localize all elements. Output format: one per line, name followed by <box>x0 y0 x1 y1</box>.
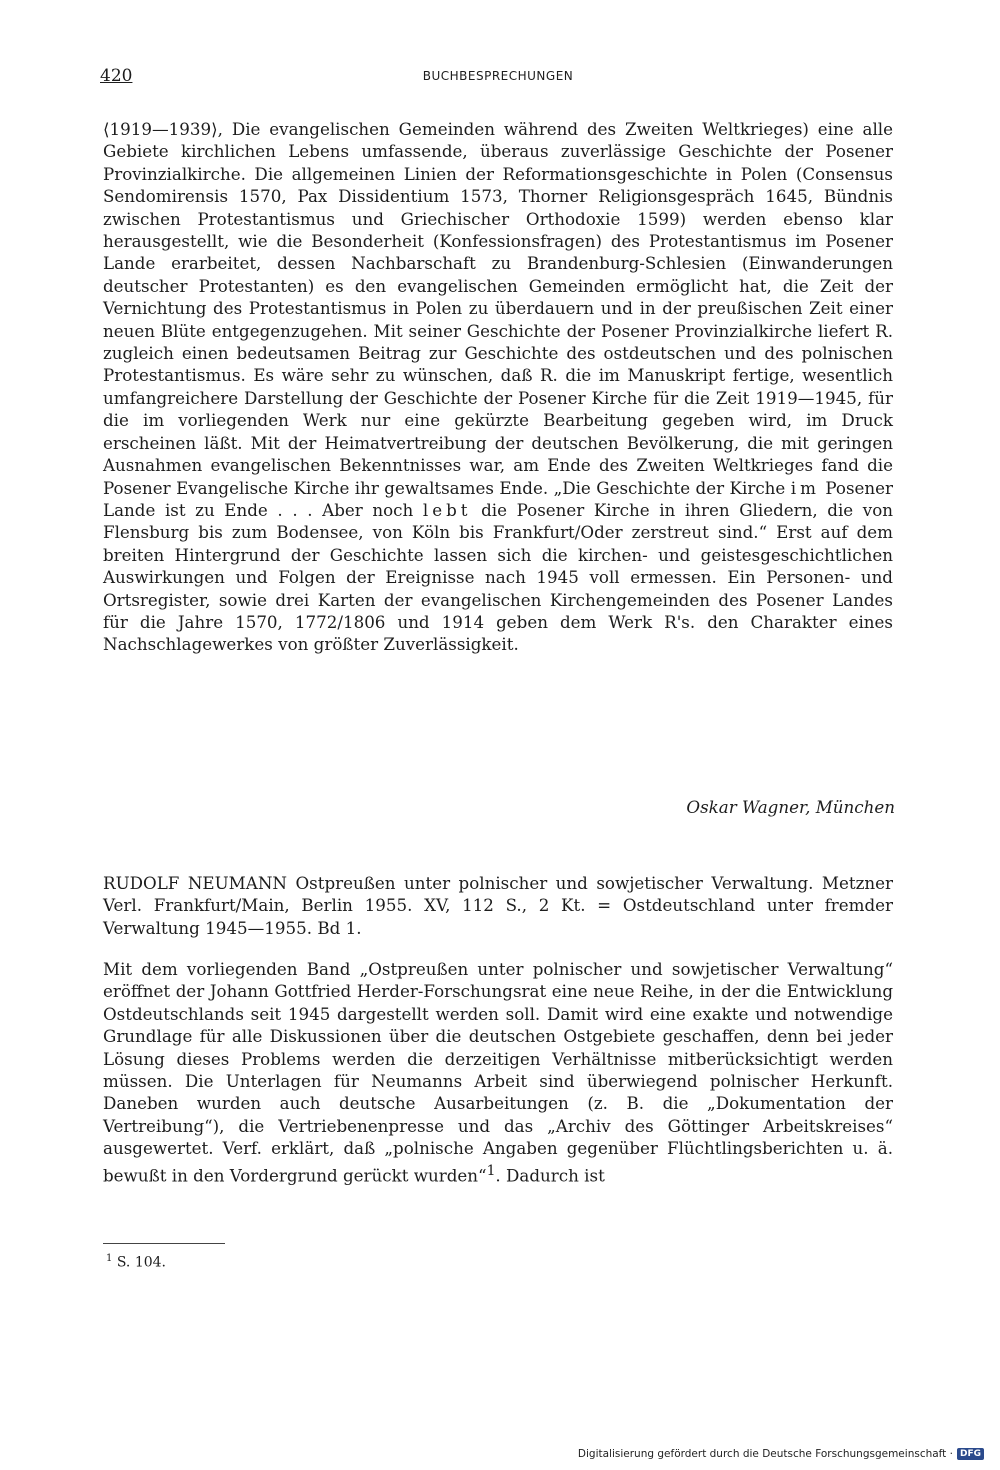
footnote-text: S. 104. <box>116 1254 166 1271</box>
spaced-word-im: im <box>790 477 820 498</box>
footnote-marker: 1 <box>106 1253 113 1264</box>
running-head: BUCHBESPRECHUNGEN <box>422 69 574 83</box>
review-2-paragraph <box>103 958 893 1187</box>
digitization-credit <box>578 1448 984 1460</box>
spaced-word-lebt: lebt <box>422 499 472 520</box>
dfg-logo-icon: DFG <box>957 1448 984 1460</box>
review-1-signature: Oskar Wagner, München <box>686 797 895 817</box>
review-1-text-mid: Posener Lande ist zu Ende . . . Aber noch <box>103 477 894 520</box>
footnote-divider <box>103 1243 225 1244</box>
review-1-paragraph <box>103 118 893 656</box>
review-1-text: ⟨1919—1939⟩, Die evangelischen Gemeinden während des Zweiten Weltkrieges) eine alle Gebiete kirchlichen Lebens umfassende, überaus zuverlässige Geschichte der Posener Provinzialkirche. Die allgemeinen Linien der Reformationsgeschichte in Polen (Consensus Sendomirensis 1570, Pax Dissidentium 1573, Thorner Religionsgespräch 1645, Bündnis zwischen Protestantismus und Griechischer Orthodoxie 1599) werden ebenso klar herausgestellt, wie die Besonderheit (Konfessionsfragen) des Protestantismus im Posener Lande erarbeitet, dessen Nachbarschaft zu Brandenburg-Schlesien (Einwanderungen deutscher Protestanten) es den evangelischen Gemeinden ermöglicht hat, die Zeit der Vernichtung des Protestantismus in Polen zu überdauern und in der preußischen Zeit einer neuen Blüte entgegenzugehen. Mit seiner Geschichte der Posener Provinzialkirche liefert R. zugleich einen bedeutsamen Beitrag zur Geschichte des ostdeutschen und des polnischen Protestantismus. Es wäre sehr zu wünschen, daß R. die im Manuskript fertige, wesentlich umfangreichere Darstellung der Geschichte der Posener Kirche für die Zeit 1919—1945, für die im vorliegenden Werk nur eine gekürzte Bearbeitung gegeben wird, im Druck erscheinen läßt. Mit der Heimatvertreibung der deutschen Bevölkerung, die mit geringen Ausnahmen evangelischen Bekenntnisses war, am Ende des Zweiten Weltkrieges fand die Posener Evangelische Kirche ihr gewaltsames Ende. „Die Geschichte der Kirche <box>103 119 893 498</box>
footnote-reference: 1 <box>486 1162 496 1179</box>
review-2-bibliography: RUDOLF NEUMANN Ostpreußen unter polnischer und sowjetischer Verwaltung. Metzner Verl. Frankfurt/Main, Berlin 1955. XV, 112 S., 2 Kt. = Ostdeutschland unter fremder Verwaltung 1945—1955. Bd 1. <box>103 873 893 938</box>
page-header <box>100 66 896 90</box>
credit-text: Digitalisierung gefördert durch die Deutsche Forschungsgemeinschaft · <box>577 1448 953 1460</box>
review-1-text-rest: die Posener Kirche in ihren Gliedern, die von Flensburg bis zum Bodensee, von Köln bis Frankfurt/Oder zerstreut sind.“ Erst auf dem breiten Hintergrund der Geschichte lassen sich die kirchen- und geistesgeschichtlichen Auswirkungen und Folgen der Ereignisse nach 1945 voll ermessen. Ein Personen- und Ortsregister, sowie drei Karten der evangelischen Kirchengemeinden des Posener Landes für die Jahre 1570, 1772/1806 und 1914 geben dem Werk R's. den Charakter eines Nachschlagewerkes von größter Zuverlässigkeit. <box>103 499 893 655</box>
review-2-text-end: . Dadurch ist <box>495 1165 605 1186</box>
review-2-text: Mit dem vorliegenden Band „Ostpreußen unter polnischer und sowjetischer Verwaltung“ eröffnet der Johann Gottfried Herder-Forschungsrat eine neue Reihe, in der die Entwicklung Ostdeutschlands seit 1945 dargestellt werden soll. Damit wird eine exakte und notwendige Grundlage für alle Diskussionen über die deutschen Ostgebiete geschaffen, denn bei jeder Lösung dieses Problems werden die derzeitigen Verhältnisse mitberücksichtigt werden müssen. Die Unterlagen für Neumanns Arbeit sind überwiegend polnischer Herkunft. Daneben wurden auch deutsche Ausarbeitungen (z. B. die „Dokumentation der Vertreibung“), die Vertriebenenpresse und das „Archiv des Göttinger Arbeitskreises“ ausgewertet. Verf. erklärt, daß „polnische Angaben gegenüber Flüchtlingsberichten u. ä. bewußt in den Vordergrund gerückt wurden“ <box>103 959 893 1186</box>
page-number: 420 <box>100 66 133 86</box>
footnote <box>106 1253 166 1271</box>
